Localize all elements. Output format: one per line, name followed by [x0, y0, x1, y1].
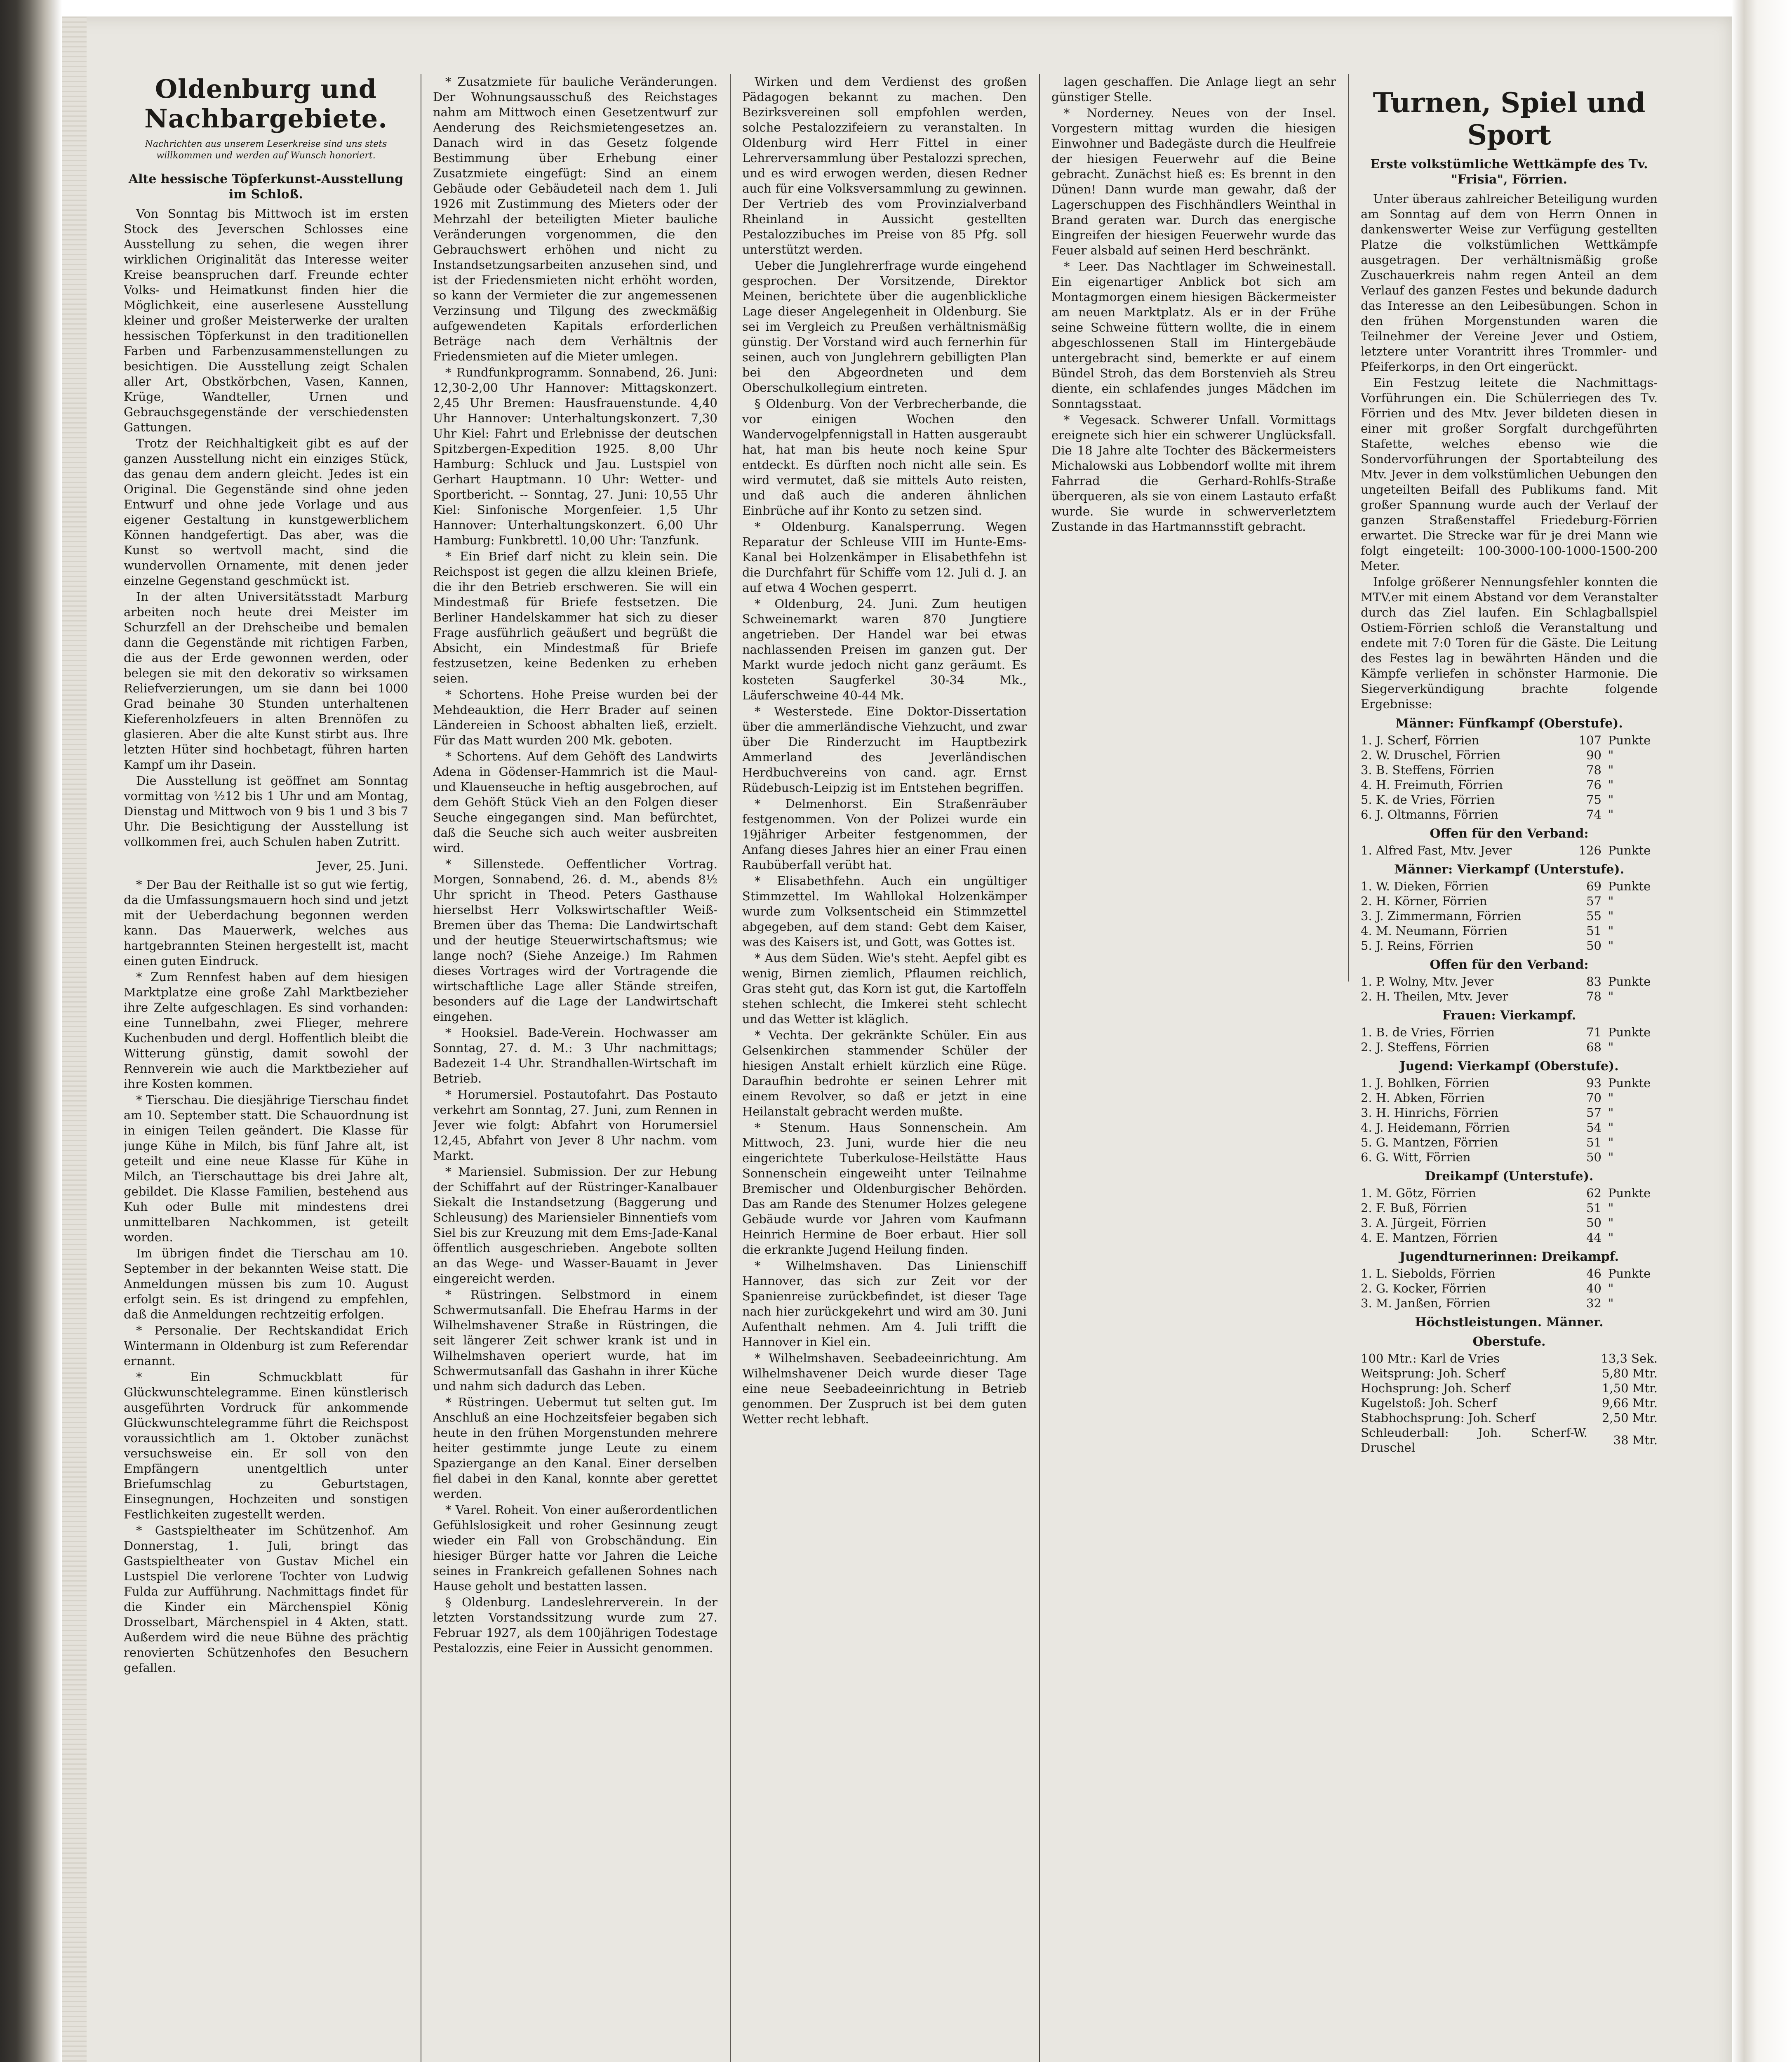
table-row [1361, 1296, 1658, 1311]
result-name: 4. H. Freimuth, Förrien [1361, 778, 1503, 792]
table-row [1361, 763, 1658, 777]
table-row [1361, 1135, 1658, 1150]
best-label: Hochsprung: Joh. Scherf [1361, 1381, 1510, 1395]
result-name: 1. M. Götz, Förrien [1361, 1186, 1476, 1200]
result-points: 78 [1586, 989, 1602, 1003]
paragraph: * Wilhelmshaven. Seebadeeinrichtung. Am Wilhelmshavener Deich wurde dieser Tage eine neue Seebadeeinrichtung in Betrieb genommen. Der Zuspruch ist bei dem guten Wetter recht lebhaft. [742, 1351, 1027, 1426]
table-row [1361, 1200, 1658, 1215]
article-columns [124, 74, 1658, 2062]
result-points: 57 [1586, 894, 1602, 908]
column-2 [433, 74, 717, 2062]
table-row [1361, 1120, 1658, 1135]
table-row [1361, 748, 1658, 763]
result-unit: " [1608, 989, 1614, 1003]
table-row [1361, 1266, 1658, 1281]
result-points: 51 [1586, 1135, 1602, 1149]
results-table [1361, 843, 1658, 858]
table-row [1361, 1090, 1658, 1105]
results-table [1361, 879, 1658, 953]
paragraph: * Rüstringen. Uebermut tut selten gut. Im Anschluß an eine Hochzeitsfeier begaben sich heute in den frühen Morgenstunden mehrere heiter gestimmte junge Leute zu einem Spaziergange an den Kanal. Einer derselben fiel dabei in den Kanal, konnte aber gerettet werden. [433, 1395, 717, 1501]
result-unit: " [1608, 924, 1614, 938]
table-row [1361, 1351, 1658, 1366]
table-row [1361, 989, 1658, 1004]
result-unit: " [1608, 1106, 1614, 1120]
best-value: 2,50 Mtr. [1602, 1411, 1658, 1425]
table-row [1361, 1150, 1658, 1165]
result-points: 70 [1586, 1091, 1602, 1105]
paragraph: * Schortens. Hohe Preise wurden bei der Mehdeauktion, die Herr Brader auf seinen Ländereien in Schoost abhalten ließ, erzielt. Für das Matt wurden 200 Mk. geboten. [433, 687, 717, 747]
best-label: Kugelstoß: Joh. Scherf [1361, 1396, 1497, 1410]
result-points: 51 [1586, 924, 1602, 938]
result-unit: Punkte [1608, 1076, 1651, 1090]
table-row [1361, 1281, 1658, 1296]
paragraph: * Rüstringen. Selbstmord in einem Schwermutsanfall. Die Ehefrau Harms in der Wilhelmshavener Straße in Rüstringen, die seit längerer Zeit schwer krank ist und in Wilhelmshaven operiert wurde, hat im Schwermutsanfall das Gashahn in ihrer Küche und nahm sich dadurch das Leben. [433, 1288, 717, 1393]
result-unit: " [1608, 1281, 1614, 1295]
paragraph: * Schortens. Auf dem Gehöft des Landwirts Adena in Gödenser-Hammrich ist die Maul- und Klauenseuche in heftig ausgebrochen, auf dem Gehöft Stück Vieh an den Folgen dieser Seuche eingegangen sind. Man befürchtet, daß die Seuche sich auch weiter ausbreiten wird. [433, 749, 717, 855]
result-unit: " [1608, 1231, 1614, 1245]
result-name: 2. H. Theilen, Mtv. Jever [1361, 989, 1508, 1003]
table-row [1361, 1076, 1658, 1090]
paragraph: * Sillenstede. Oeffentlicher Vortrag. Morgen, Sonnabend, 26. d. M., abends 8½ Uhr spricht in Theod. Peters Gasthause hierselbst Herr Volkswirtschaftler Weiß-Bremen über das Thema: Die Landwirtschaft und der heutige Steuerwirtschaftsmus; wie lange noch? (Siehe Anzeige.) Im Rahmen dieses Vortrages wird der Vortragende die wirtschaftliche Lage aller Stände streifen, besonders auf die Lage der Landwirtschaft eingehen. [433, 857, 717, 1024]
result-name: 3. J. Zimmermann, Förrien [1361, 909, 1522, 923]
paragraph: * Vechta. Der gekränkte Schüler. Ein aus Gelsenkirchen stammender Schüler der hiesigen Anstalt erhielt kürzlich eine Rüge. Daraufhin bedrohte er seinen Lehrer mit einem Revolver, so daß er jetzt in eine Heilanstalt gebracht werden mußte. [742, 1028, 1027, 1118]
column-rule [1348, 74, 1349, 982]
paragraph: * Norderney. Neues von der Insel. Vorgestern mittag wurden die hiesigen Einwohner und Badegäste durch die Heulfreie der hiesigen Feuerwehr auf die Beine gebracht. Zunächst hieß es: Es brennt in den Dünen! Dann wurde man gewahr, daß der Lagerschuppen des Fischhändlers Weinthal in Brand geraten war. Durch das energische Eingreifen der hiesigen Feuerwehr wurde das Feuer alsbald auf seinen Herd beschränkt. [1051, 106, 1336, 257]
results-group-heading: Frauen: Vierkampf. [1442, 1008, 1576, 1023]
result-points: 62 [1586, 1186, 1602, 1200]
result-points: 50 [1586, 1150, 1602, 1164]
results-group-heading: Jugendturnerinnen: Dreikampf. [1399, 1250, 1619, 1264]
result-unit: " [1608, 939, 1614, 953]
sport-heading: Turnen, Spiel und Sport [1373, 87, 1646, 151]
table-row [1361, 1366, 1658, 1381]
paragraph: Unter überaus zahlreicher Beteiligung wurden am Sonntag auf dem von Herrn Onnen in dankenswerter Weise zur Verfügung gestellten Platze die volkstümlichen Wettkämpfe ausgetragen. Der verhältnismäßig große Zuschauerkreis nahm regen Anteil an dem Verlauf des ganzen Festes und bekunde dadurch das Interesse an den Leibesübungen. Schon in den frühen Morgenstunden waren die Teilnehmer der Vereine Jever und Ostiem, letztere unter Vorantritt ihres Trommler- und Pfeiferkorps, in den Ort eingerückt. [1361, 192, 1658, 374]
column-1 [124, 74, 408, 2062]
result-unit: Punkte [1608, 975, 1651, 989]
paragraph: * Mariensiel. Submission. Der zur Hebung der Schiffahrt auf der Rüstringer-Kanalbauer Siekalt die Instandsetzung (Baggerung und Schleusung) des Mariensieler Binnentiefs vom Siel bis zur Kreuzung mit dem Ems-Jade-Kanal öffentlich ausgeschrieben. Angebote sollten an das Wege- und Wasser-Bauamt in Jever eingereicht werden. [433, 1165, 717, 1285]
result-name: 1. L. Siebolds, Förrien [1361, 1266, 1496, 1281]
result-unit: " [1608, 1216, 1614, 1230]
table-row [1361, 879, 1658, 894]
table-row [1361, 807, 1658, 822]
table-row [1361, 894, 1658, 909]
article-subhead: Alte hessische Töpferkunst-Ausstellung im Schloß. [128, 172, 404, 202]
result-name: 1. P. Wolny, Mtv. Jever [1361, 975, 1494, 989]
table-row [1361, 909, 1658, 923]
best-results-table [1361, 1351, 1658, 1455]
result-unit: " [1608, 807, 1614, 822]
results-table [1361, 1186, 1658, 1245]
result-name: 6. J. Oltmanns, Förrien [1361, 807, 1498, 822]
best-value: 13,3 Sek. [1601, 1351, 1658, 1365]
result-points: 50 [1586, 939, 1602, 953]
result-points: 57 [1586, 1106, 1602, 1120]
best-label: Schleuderball: Joh. Scherf-W. Druschel [1361, 1426, 1587, 1455]
paragraph: Ein Festzug leitete die Nachmittags-Vorführungen ein. Die Schülerriegen des Tv. Förrien und des Mtv. Jever bildeten diesen in einer mit großer Sorgfalt durchgeführten Stafette, welches ebenso wie die Sondervorführungen der Sportabteilung des Mtv. Jever in dem volkstümlichen Uebungen den ungeteilten Beifall des Publikums fand. Mit großer Spannung wurde auch der Verlauf der ganzen Straßenstaffel Friedeburg-Förrien erwartet. Die Strecke war für je drei Mann wie folgt eingeteilt: 100-3000-100-1000-1500-200 Meter. [1361, 376, 1658, 573]
results-group-heading: Jugend: Vierkampf (Oberstufe). [1399, 1059, 1619, 1073]
result-unit: " [1608, 1091, 1614, 1105]
best-subheading: Oberstufe. [1472, 1335, 1546, 1349]
paragraph: * Hooksiel. Bade-Verein. Hochwasser am Sonntag, 27. d. M.: 3 Uhr nachmittags; Badezeit 1-4 Uhr. Strandhallen-Wirtschaft im Betrieb. [433, 1026, 717, 1085]
result-unit: " [1608, 1296, 1614, 1310]
paragraph: In der alten Universitätsstadt Marburg arbeiten noch heute drei Meister im Schurzfell an der Drehscheibe und bemalen dann die Gegenstände mit richtigen Farben, die aus der Erde gewonnen werden, oder belegen sie mit den dekorativ so wirksamen Reliefverzierungen, um sie dann bei 1000 Grad beinahe 30 Stunden unterhaltenen Kieferenholzfeuers in alten Brennöfen zu glasieren. Aber die alte Kunst stirbt aus. Ihre letzten Hüter sind hochbetagt, führen harten Kampf um ihr Dasein. [124, 590, 408, 772]
paragraph: * Zum Rennfest haben auf dem hiesigen Marktplatze eine große Zahl Marktbezieher ihre Zelte aufgeschlagen. Es sind vorhanden: eine Tunnelbahn, zwei Flieger, mehrere Kuchenbuden und dergl. Hoffentlich bleibt die Witterung günstig, damit sowohl der Rennverein wie auch die Marktbezieher auf ihre Kosten kommen. [124, 970, 408, 1091]
table-row [1361, 1105, 1658, 1120]
result-name: 5. K. de Vries, Förrien [1361, 793, 1495, 807]
table-row [1361, 1410, 1658, 1425]
result-unit: " [1608, 763, 1614, 777]
table-row [1361, 1215, 1658, 1230]
paragraph: § Oldenburg. Von der Verbrecherbande, die vor einigen Wochen den Wandervogelpfennigstall in Hatten ausgeraubt hat, hat man bis heute noch keine Spur entdeckt. Es dürften noch nicht alle sein. Es wird vermutet, daß sie mittels Auto reisten, und daß auch die anderen ähnlichen Einbrüche auf ihr Konto zu setzen sind. [742, 397, 1027, 518]
paragraph: Im übrigen findet die Tierschau am 10. September in der bekannten Weise statt. Die Anmeldungen müssen bis zum 10. August erfolgt sein. Es ist dringend zu empfehlen, daß die Anmeldungen rechtzeitig erfolgen. [124, 1246, 408, 1321]
result-points: 76 [1586, 778, 1602, 792]
table-row [1361, 733, 1658, 748]
table-row [1361, 1040, 1658, 1055]
result-name: 4. J. Heidemann, Förrien [1361, 1120, 1510, 1135]
paragraph: * Gastspieltheater im Schützenhof. Am Donnerstag, 1. Juli, bringt das Gastspieltheater von Gustav Michel ein Lustspiel Die verlorene Tochter von Ludwig Fulda zur Aufführung. Nachmittags findet für die Kinder ein Märchenspiel König Drosselbart, Märchenspiel in 4 Akten, statt. Außerdem wird die neue Bühne des prächtig renovierten Schützenhofes den Besuchern gefallen. [124, 1523, 408, 1675]
result-name: 3. B. Steffens, Förrien [1361, 763, 1494, 777]
result-name: 3. A. Jürgeit, Förrien [1361, 1216, 1486, 1230]
result-name: 3. H. Hinrichs, Förrien [1361, 1106, 1499, 1120]
result-unit: " [1608, 909, 1614, 923]
result-points: 107 [1578, 733, 1602, 747]
result-name: 1. W. Dieken, Förrien [1361, 879, 1489, 893]
paragraph: lagen geschaffen. Die Anlage liegt an sehr günstiger Stelle. [1051, 75, 1336, 104]
result-points: 32 [1586, 1296, 1602, 1310]
result-unit: Punkte [1608, 733, 1651, 747]
column-rule [1039, 74, 1040, 2062]
paragraph: * Der Bau der Reithalle ist so gut wie fertig, da die Umfassungsmauern hoch sind und jetzt mit der Ueberdachung begonnen werden kann. Das Mauerwerk, welches aus hartgebrannten Steinen hergestellt ist, macht einen guten Eindruck. [124, 878, 408, 968]
table-row [1361, 777, 1658, 792]
paragraph: * Zusatzmiete für bauliche Veränderungen. Der Wohnungsausschuß des Reichstages nahm am Mittwoch einen Gesetzentwurf zur Aenderung des Reichsmietengesetzes an. Danach wird in das Gesetz folgende Bestimmung über Erhebung einer Zusatzmiete eingefügt: Sind an einem Gebäude oder Gebäudeteil nach dem 1. Juli 1926 mit Zustimmung des Mieters oder der Mehrzahl der beteiligten Mieter bauliche Veränderungen vorgenommen, die den Gebrauchswert erhöhen und nicht zu Instandsetzungsarbeiten anzusehen sind, und ist der Friedensmieten nicht erhöht worden, so kann der Vermieter die zur angemessenen Verzinsung und Tilgung des zweckmäßig aufgewendeten Kapitals erforderlichen Beträge nach dem Verhältnis der Friedensmieten auf die Mieter umlegen. [433, 75, 717, 363]
paragraph: Trotz der Reichhaltigkeit gibt es auf der ganzen Ausstellung nicht ein einziges Stück, das genau dem andern gleicht. Jedes ist ein Original. Die Gegenstände sind ohne jeden Entwurf und ohne jede Vorlage und aus eigener Gestaltung in kunstgewerblichem Können handgefertigt. Das aber, was die Kunst so wertvoll macht, sind die wundervollen Ornamente, mit denen jeder einzelne Gegenstand geschmückt ist. [124, 436, 408, 588]
table-row [1361, 1025, 1658, 1040]
result-name: 4. E. Mantzen, Förrien [1361, 1231, 1498, 1245]
paragraph: * Oldenburg. Kanalsperrung. Wegen Reparatur der Schleuse VIII im Hunte-Ems-Kanal bei Holzenkämper in Elisabethfehn ist die Durchfahrt für Schiffe vom 12. Juli d. J. an auf etwa 4 Wochen gesperrt. [742, 520, 1027, 595]
result-points: 83 [1586, 975, 1602, 989]
result-name: 5. G. Mantzen, Förrien [1361, 1135, 1498, 1149]
best-value: 5,80 Mtr. [1602, 1366, 1658, 1380]
result-unit: " [1608, 1120, 1614, 1135]
column-4a [1051, 74, 1336, 535]
paragraph: * Ein Brief darf nicht zu klein sein. Die Reichspost ist gegen die allzu kleinen Briefe, die ihr den Betrieb erschweren. Sie will ein Mindestmaß für Briefe festsetzen. Die Berliner Handelskammer hat sich zu dieser Frage ausführlich geäußert und begrüßt die Absicht, ein Mindestmaß für Briefe festzusetzen, keine Bedenken zu erheben seien. [433, 549, 717, 685]
result-points: 68 [1586, 1040, 1602, 1054]
paragraph: * Stenum. Haus Sonnenschein. Am Mittwoch, 23. Juni, wurde hier die neu eingerichtete Tuberkulose-Heilstätte Haus Sonnenschein eingeweiht unter Teilnahme Bremischer und Oldenburgischer Behörden. Das am Rande des Stenumer Holzes gelegene Gebäude wurde vor Jahren vom Kaufmann Heinrich Hermine de Boer erbaut. Hier soll die erkrankte Jugend Heilung finden. [742, 1120, 1027, 1257]
paragraph: * Aus dem Süden. Wie's steht. Aepfel gibt es wenig, Birnen ziemlich, Pflaumen reichlich, Gras steht gut, das Korn ist gut, die Kartoffeln stehen schlecht, die Imkerei steht schlecht und das Wetter ist kläglich. [742, 951, 1027, 1026]
table-row [1361, 1230, 1658, 1245]
result-points: 75 [1586, 793, 1602, 807]
results-table [1361, 1076, 1658, 1165]
paragraph: * Vegesack. Schwerer Unfall. Vormittags ereignete sich hier ein schwerer Unglücksfall. Die 18 Jahre alte Tochter des Bäckermeisters Michalowski aus Lobbendorf wollte mit ihrem Fahrrad die Gerhard-Rohlfs-Straße überqueren, als sie von einem Lastauto erfaßt wurde. Sie wurde in schwerverletztem Zustande in das Hartmannsstift gebracht. [1051, 413, 1336, 534]
result-name: 2. J. Steffens, Förrien [1361, 1040, 1489, 1054]
paragraph: * Leer. Das Nachtlager im Schweinestall. Ein eigenartiger Anblick bot sich am Montagmorgen einem hiesigen Bäckermeister am neuen Marktplatz. Als er in der Frühe seine Schweine füttern wollte, die in einem abgeschlossenen Stall im Hintergebäude untergebracht sind, bemerkte er auf einem Bündel Stroh, das dem Borstenvieh als Streu diente, ein schlafendes junges Mädchen im Sonntagsstaat. [1051, 259, 1336, 411]
table-row [1361, 974, 1658, 989]
result-name: 2. F. Buß, Förrien [1361, 1201, 1467, 1215]
result-name: 2. H. Abken, Förrien [1361, 1091, 1485, 1105]
paragraph: * Elisabethfehn. Auch ein ungültiger Stimmzettel. Im Wahllokal Holzenkämper wurde zum Volksentscheid ein Stimmzettel abgegeben, auf dem stand: Gebt dem Kaiser, was des Kaisers ist, und Gott, was Gottes ist. [742, 874, 1027, 949]
result-unit: " [1608, 1040, 1614, 1054]
section-headline: Oldenburg und Nachbargebiete. [144, 74, 388, 134]
result-name: 3. M. Janßen, Förrien [1361, 1296, 1491, 1310]
results-group-heading: Offen für den Verband: [1430, 826, 1589, 841]
result-unit: Punkte [1608, 1186, 1651, 1200]
result-name: 1. J. Scherf, Förrien [1361, 733, 1479, 747]
results-group-heading: Dreikampf (Unterstufe). [1425, 1169, 1594, 1184]
result-unit: " [1608, 793, 1614, 807]
result-points: 55 [1586, 909, 1602, 923]
paragraph: * Wilhelmshaven. Das Linienschiff Hannover, das sich zur Zeit vor der Spanienreise zurückbefindet, ist dieser Tage nach hier zurückgekehrt und wird am 30. Juni Aufenthalt nehmen. Am 4. Juli trifft die Hannover in Kiel ein. [742, 1259, 1027, 1349]
result-name: 2. W. Druschel, Förrien [1361, 748, 1501, 762]
paragraph: * Westerstede. Eine Doktor-Dissertation über die ammerländische Viehzucht, und zwar über Die Rinderzucht im Hauptbezirk Ammerland des Jeverländischen Herdbuchvereins von cand. agr. Ernst Rüdebusch-Leipzig ist im Entstehen begriffen. [742, 704, 1027, 795]
table-row [1361, 792, 1658, 807]
column-rule [730, 74, 731, 2062]
table-row [1361, 923, 1658, 938]
result-unit: Punkte [1608, 879, 1651, 893]
table-row [1361, 1381, 1658, 1396]
results-group-heading: Männer: Vierkampf (Unterstufe). [1394, 862, 1625, 877]
results-table [1361, 1025, 1658, 1055]
paragraph: Ueber die Junglehrerfrage wurde eingehend gesprochen. Der Vorsitzende, Direktor Meinen, berichtete über die augenblickliche Lage dieser Angelegenheit in Oldenburg. Sie sei im Vergleich zu Preußen verhältnismäßig günstig. Der Vorstand wird auch fernerhin für seinen, auch von Junglehrern gebilligten Plan bei den Abgeordneten und dem Oberschulkollegium eintreten. [742, 259, 1027, 395]
paragraph: * Personalie. Der Rechtskandidat Erich Wintermann in Oldenburg ist zum Referendar ernannt. [124, 1323, 408, 1368]
result-unit: " [1608, 1150, 1614, 1164]
result-name: 6. G. Witt, Förrien [1361, 1150, 1471, 1164]
result-points: 46 [1586, 1266, 1602, 1281]
sport-subhead: Erste volkstümliche Wettkämpfe des Tv. "Frisia", Förrien. [1370, 157, 1648, 187]
best-label: Weitsprung: Joh. Scherf [1361, 1366, 1505, 1380]
result-points: 74 [1586, 807, 1602, 822]
best-label: 100 Mtr.: Karl de Vries [1361, 1351, 1500, 1365]
result-unit: Punkte [1608, 1025, 1651, 1039]
table-row [1361, 1186, 1658, 1200]
result-points: 69 [1586, 879, 1602, 893]
paragraph: * Varel. Roheit. Von einer außerordentlichen Gefühlslosigkeit und roher Gesinnung zeugt wieder ein Fall von Grobschändung. Ein hiesiger Bürger hatte vor Jahren die Leiche seines in Frankreich gefallenen Sohnes nach Hause geholt und bestatten lassen. [433, 1503, 717, 1593]
result-points: 50 [1586, 1216, 1602, 1230]
best-heading: Höchstleistungen. Männer. [1415, 1315, 1604, 1330]
results-table [1361, 1266, 1658, 1311]
result-points: 90 [1586, 748, 1602, 762]
result-points: 78 [1586, 763, 1602, 777]
result-points: 51 [1586, 1201, 1602, 1215]
result-unit: " [1608, 1201, 1614, 1215]
result-points: 126 [1578, 843, 1602, 857]
result-unit: " [1608, 894, 1614, 908]
results-list [1361, 716, 1658, 1311]
result-unit: " [1608, 778, 1614, 792]
result-name: 1. B. de Vries, Förrien [1361, 1025, 1495, 1039]
paragraph: Infolge größerer Nennungsfehler konnten die MTV.er mit einem Abstand vor dem Veranstalter durch das Ziel laufen. Ein Schlagballspiel Ostiem-Förrien schloß die Veranstaltung und endete mit 7:0 Toren für die Gäste. Die Leitung des Festes lag in bewährten Händen und die Kämpfe verliefen in schönster Harmonie. Die Siegerverkündigung brachte folgende Ergebnisse: [1361, 575, 1658, 711]
result-name: 1. Alfred Fast, Mtv. Jever [1361, 843, 1512, 857]
result-unit: Punkte [1608, 843, 1651, 857]
result-points: 93 [1586, 1076, 1602, 1090]
result-name: 2. H. Körner, Förrien [1361, 894, 1487, 908]
results-group-heading: Männer: Fünfkampf (Oberstufe). [1395, 716, 1623, 731]
column-3 [742, 74, 1027, 2062]
results-table [1361, 733, 1658, 822]
paragraph: * Oldenburg, 24. Juni. Zum heutigen Schweinemarkt waren 870 Jungtiere angetrieben. Der Handel war bei etwas nachlassenden Preisen im ganzen gut. Der Markt wurde jedoch nicht ganz geräumt. Es kosteten Saugferkel 30-34 Mk., Läuferschweine 40-44 Mk. [742, 597, 1027, 702]
table-row [1361, 843, 1658, 858]
paragraph: § Oldenburg. Landeslehrerverein. In der letzten Vorstandssitzung wurde zum 27. Februar 1927, als dem 100jährigen Todestage Pestalozzis, eine Feier in Aussicht genommen. [433, 1595, 717, 1655]
best-label: Stabhochsprung: Joh. Scherf [1361, 1411, 1536, 1425]
best-value: 1,50 Mtr. [1602, 1381, 1658, 1395]
dateline: Jever, 25. Juni. [317, 859, 408, 873]
result-points: 44 [1586, 1231, 1602, 1245]
paragraph: Wirken und dem Verdienst des großen Pädagogen bekannt zu machen. Den Bezirksvereinen soll empfohlen werden, solche Pestalozzifeiern zu veranstalten. In Oldenburg wird Herr Fittel in einer Lehrerversammlung über Pestalozzi sprechen, und es wird erwogen werden, diesen Redner auch für eine Volksversammlung zu gewinnen. Der Vertrieb des vom Provinzialverband Rheinland in Aussicht gestellten Pestalozzibuches im Preise von 85 Pfg. soll unterstützt werden. [742, 75, 1027, 257]
results-table [1361, 974, 1658, 1004]
paragraph: * Rundfunkprogramm. Sonnabend, 26. Juni: 12,30-2,00 Uhr Hannover: Mittagskonzert. 2,45 Uhr Bremen: Hausfrauenstunde. 4,40 Uhr Hannover: Unterhaltungskonzert. 7,30 Uhr Kiel: Fahrt und Erlebnisse der deutschen Spitzbergen-Expedition 1925. 8,00 Uhr Hamburg: Schluck und Jau. Lustspiel von Gerhart Hauptmann. 10 Uhr: Wetter- und Sportbericht. -- Sonntag, 27. Juni: 10,55 Uhr Kiel: Sinfonische Morgenfeier. 1,5 Uhr Hannover: Unterhaltungskonzert. 6,00 Uhr Hamburg: Funkbrettl. 10,00 Uhr: Tanzfunk. [433, 365, 717, 547]
paragraph: * Tierschau. Die diesjährige Tierschau findet am 10. September statt. Die Schauordnung ist in einigen Teilen geändert. Die Klasse für junge Kühe in Milch, bis fünf Jahre alt, ist geteilt und eine neue Klasse für Kühe in Milch, an Tierschauttage bis drei Jahre alt, gebildet. Die Klasse Familien, bestehend aus Kuh oder Bulle mit mindestens drei unmittelbaren Nachkommen, ist geteilt worden. [124, 1093, 408, 1244]
best-value: 9,66 Mtr. [1602, 1396, 1658, 1410]
result-points: 40 [1586, 1281, 1602, 1295]
result-points: 71 [1586, 1025, 1602, 1039]
paragraph: Von Sonntag bis Mittwoch ist im ersten Stock des Jeverschen Schlosses eine Ausstellung zu sehen, die wegen ihrer wirklichen Originalität das Interesse weiter Kreise beanspruchen darf. Freunde echter Volks- und Heimatkunst finden hier die Möglichkeit, eine auserlesene Ausstellung kleiner und großer Meisterwerke der uralten hessischen Töpferkunst in den traditionellen Farben und Farbenzusammenstellungen zu besichtigen. Die Ausstellung zeigt Schalen aller Art, Obstkörbchen, Vasen, Kannen, Krüge, Wandteller, Urnen und Gebrauchsgegenstände der verschiedensten Gattungen. [124, 207, 408, 434]
result-points: 54 [1586, 1120, 1602, 1135]
section-kicker: Nachrichten aus unserem Leserkreise sind uns stets willkommen und werden auf Wunsch honoriert. [145, 139, 387, 161]
table-row [1361, 1396, 1658, 1410]
best-value: 38 Mtr. [1613, 1433, 1658, 1447]
result-name: 2. G. Kocker, Förrien [1361, 1281, 1486, 1295]
paragraph: * Ein Schmuckblatt für Glückwunschtelegramme. Einen künstlerisch ausgeführten Vordruck für ankommende Glückwunschtelegramme führt die Reichspost voraussichtlich am 1. Oktober zunächst versuchsweise ein. Er soll von den Empfängern unentgeltlich unter Briefumschlag zu Geburtstagen, Einsegnungen, Hochzeiten und sonstigen Festlichkeiten zugestellt werden. [124, 1370, 408, 1521]
result-unit: Punkte [1608, 1266, 1651, 1281]
table-row [1361, 1425, 1658, 1455]
binding-strip [62, 16, 87, 2062]
left-scan-edge [0, 0, 62, 2062]
paragraph: Die Ausstellung ist geöffnet am Sonntag vormittag von ½12 bis 1 Uhr und am Montag, Dienstag und Mittwoch von 9 bis 1 und 3 bis 7 Uhr. Die Besichtigung der Ausstellung ist vollkommen frei, auch Schulen haben Zutritt. [124, 774, 408, 849]
paragraph: * Delmenhorst. Ein Straßenräuber festgenommen. Von der Polizei wurde ein 19jähriger Arbeiter festgenommen, der Anfang dieses Jahres hier an einer Frau einen Raubüberfall verübt hat. [742, 797, 1027, 872]
result-name: 4. M. Neumann, Förrien [1361, 924, 1507, 938]
result-name: 1. J. Bohlken, Förrien [1361, 1076, 1490, 1090]
table-row [1361, 938, 1658, 953]
sport-column [1361, 74, 1658, 2062]
result-name: 5. J. Reins, Förrien [1361, 939, 1474, 953]
adjacent-page-bleed [1769, 25, 1785, 2062]
paragraph: * Horumersiel. Postautofahrt. Das Postauto verkehrt am Sonntag, 27. Juni, zum Rennen in Jever wie folgt: Abfahrt von Horumersiel 12,45, Abfahrt von Jever 8 Uhr nachm. vom Markt. [433, 1087, 717, 1163]
result-unit: " [1608, 1135, 1614, 1149]
result-unit: " [1608, 748, 1614, 762]
results-group-heading: Offen für den Verband: [1430, 958, 1589, 972]
